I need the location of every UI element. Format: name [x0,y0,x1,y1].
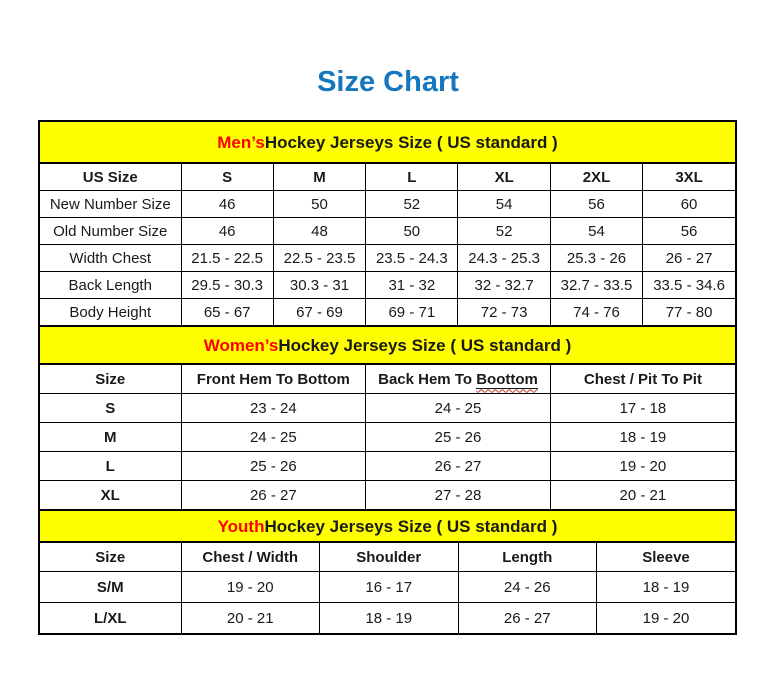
column-header-misspelled [366,365,551,394]
table-row [40,572,735,603]
column-header: Front Hem To Bottom [181,365,366,394]
row-label: Old Number Size [40,218,181,245]
column-header: Length [458,543,597,572]
table-cell: 32.7 - 33.5 [550,272,642,299]
table-cell: 74 - 76 [550,299,642,326]
column-header: Size [40,543,181,572]
womens-title-rest: Hockey Jerseys Size ( US standard ) [278,335,572,355]
column-header: S [181,164,273,191]
table-row [40,481,735,510]
table-cell: 65 - 67 [181,299,273,326]
table-cell: 18 - 19 [597,572,736,603]
table-cell: 16 - 17 [320,572,459,603]
column-header: Chest / Width [181,543,320,572]
womens-title-highlight: Women’s [203,335,279,355]
row-label: L [40,452,181,481]
table-cell: 27 - 28 [366,481,551,510]
table-row [40,191,735,218]
table-cell: 24 - 25 [181,423,366,452]
table-cell: 24 - 26 [458,572,597,603]
table-cell: 50 [366,218,458,245]
table-cell: 72 - 73 [458,299,550,326]
mens-title-highlight: Men’s [217,132,265,152]
table-cell: 29.5 - 30.3 [181,272,273,299]
row-label: Back Length [40,272,181,299]
table-cell: 25 - 26 [366,423,551,452]
table-cell: 19 - 20 [181,572,320,603]
youth-size-table [40,543,735,633]
table-cell: 25 - 26 [181,452,366,481]
size-chart [38,120,737,635]
row-label: M [40,423,181,452]
table-cell: 77 - 80 [643,299,735,326]
youth-title-rest: Hockey Jerseys Size ( US standard ) [264,516,558,536]
table-cell: 52 [366,191,458,218]
table-row [40,394,735,423]
column-header: XL [458,164,550,191]
table-cell: 26 - 27 [458,603,597,634]
table-cell: 56 [550,191,642,218]
table-cell: 21.5 - 22.5 [181,245,273,272]
table-cell: 20 - 21 [550,481,735,510]
misspelled-word: Boottom [476,370,538,388]
table-cell: 31 - 32 [366,272,458,299]
mens-table-title [40,122,735,164]
table-cell: 46 [181,191,273,218]
youth-table-title [40,509,735,543]
column-header: Shoulder [320,543,459,572]
table-cell: 46 [181,218,273,245]
table-cell: 17 - 18 [550,394,735,423]
youth-header-row [40,543,735,572]
table-cell: 52 [458,218,550,245]
table-cell: 69 - 71 [366,299,458,326]
table-cell: 60 [643,191,735,218]
table-cell: 18 - 19 [550,423,735,452]
row-label: S [40,394,181,423]
table-cell: 50 [273,191,365,218]
table-cell: 32 - 32.7 [458,272,550,299]
table-cell: 56 [643,218,735,245]
table-row [40,245,735,272]
row-label: Width Chest [40,245,181,272]
womens-table-title [40,325,735,365]
column-header: 3XL [643,164,735,191]
column-header: M [273,164,365,191]
table-cell: 18 - 19 [320,603,459,634]
table-cell: 23 - 24 [181,394,366,423]
table-cell: 48 [273,218,365,245]
table-cell: 67 - 69 [273,299,365,326]
column-header: US Size [40,164,181,191]
youth-title-highlight: Youth [217,516,265,536]
table-cell: 33.5 - 34.6 [643,272,735,299]
table-row [40,299,735,326]
womens-header-row [40,365,735,394]
womens-size-table [40,365,735,509]
column-header: 2XL [550,164,642,191]
page-title: Size Chart [317,66,459,98]
row-label: L/XL [40,603,181,634]
table-row [40,272,735,299]
table-row [40,452,735,481]
row-label: Body Height [40,299,181,326]
table-cell: 24.3 - 25.3 [458,245,550,272]
row-label: S/M [40,572,181,603]
table-cell: 26 - 27 [643,245,735,272]
table-cell: 25.3 - 26 [550,245,642,272]
table-cell: 19 - 20 [550,452,735,481]
table-cell: 23.5 - 24.3 [366,245,458,272]
column-header: Chest / Pit To Pit [550,365,735,394]
table-cell: 54 [458,191,550,218]
table-row [40,423,735,452]
column-header: L [366,164,458,191]
table-cell: 24 - 25 [366,394,551,423]
mens-title-rest: Hockey Jerseys Size ( US standard ) [264,132,558,152]
table-row [40,218,735,245]
row-label: New Number Size [40,191,181,218]
misspelled-prefix: Back Hem To [378,370,477,388]
row-label: XL [40,481,181,510]
table-cell: 19 - 20 [597,603,736,634]
table-row [40,603,735,634]
mens-header-row [40,164,735,191]
table-cell: 20 - 21 [181,603,320,634]
column-header: Sleeve [597,543,736,572]
table-cell: 22.5 - 23.5 [273,245,365,272]
mens-size-table [40,164,735,325]
table-cell: 26 - 27 [181,481,366,510]
table-cell: 30.3 - 31 [273,272,365,299]
table-cell: 26 - 27 [366,452,551,481]
table-cell: 54 [550,218,642,245]
column-header: Size [40,365,181,394]
